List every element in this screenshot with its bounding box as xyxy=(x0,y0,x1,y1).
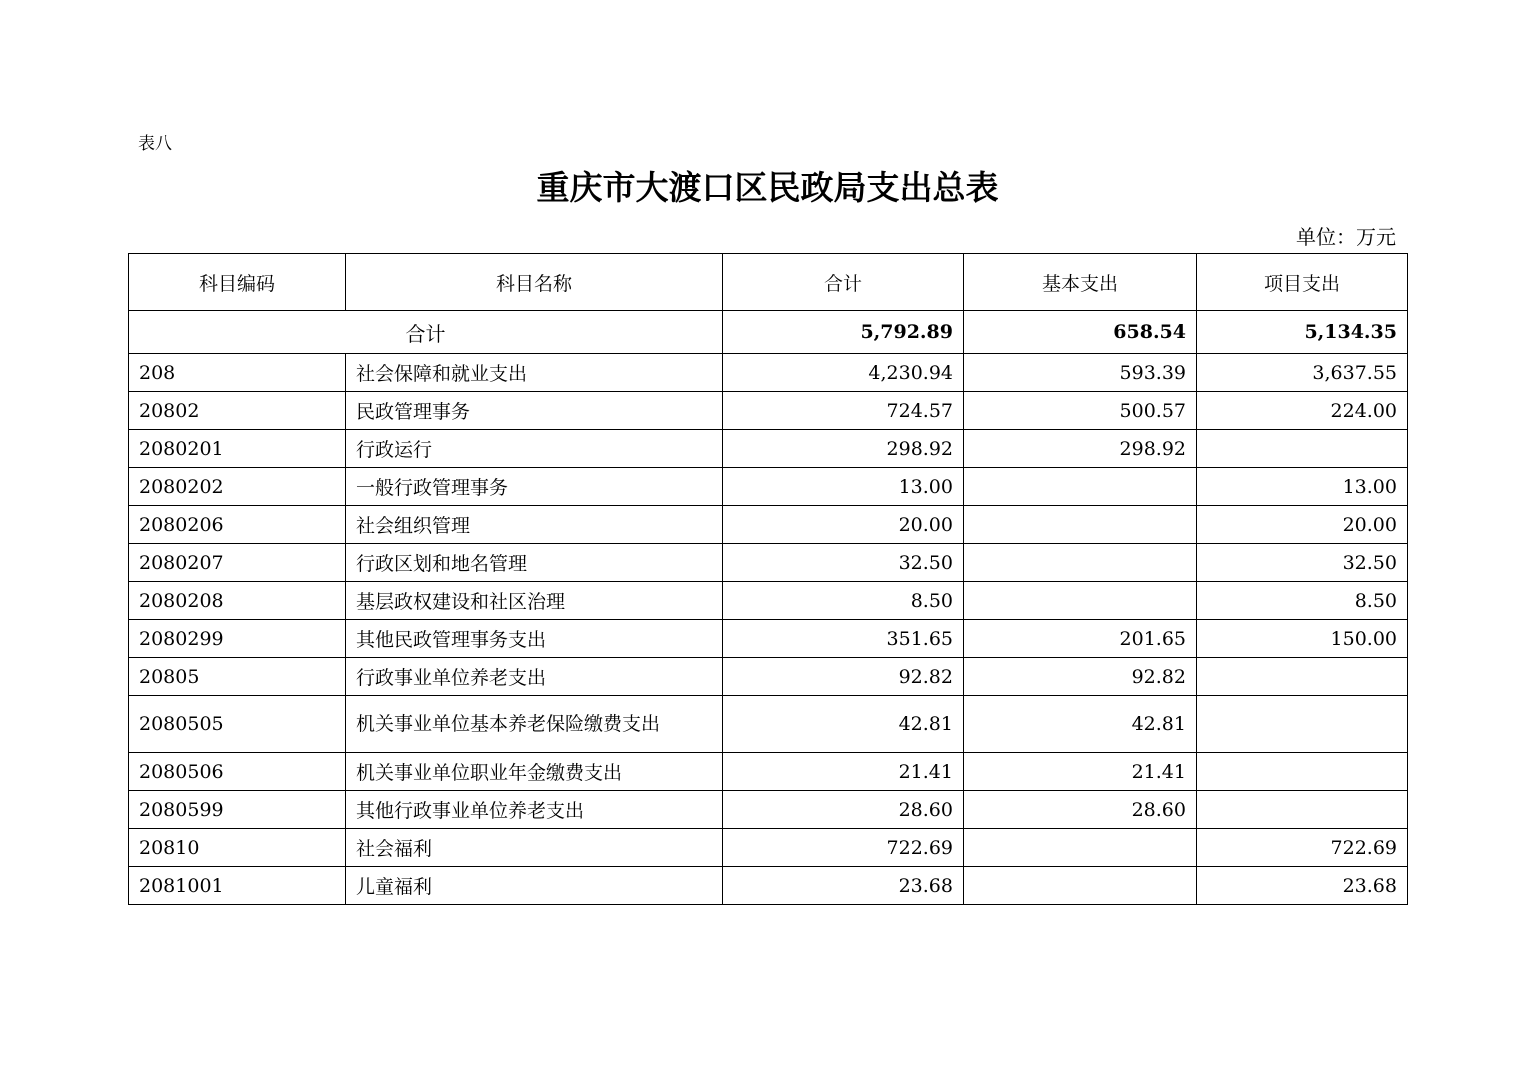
row-basic xyxy=(964,544,1197,582)
table-row xyxy=(129,829,1408,867)
row-name: 社会保障和就业支出 xyxy=(346,354,723,392)
row-project xyxy=(1197,658,1408,696)
row-project xyxy=(1197,753,1408,791)
row-total: 32.50 xyxy=(723,544,964,582)
row-code: 2080599 xyxy=(129,791,346,829)
table-row xyxy=(129,468,1408,506)
row-project: 13.00 xyxy=(1197,468,1408,506)
row-code: 2080208 xyxy=(129,582,346,620)
row-basic: 298.92 xyxy=(964,430,1197,468)
row-basic: 593.39 xyxy=(964,354,1197,392)
row-total: 351.65 xyxy=(723,620,964,658)
row-code: 20805 xyxy=(129,658,346,696)
header-name: 科目名称 xyxy=(346,254,723,311)
table-row xyxy=(129,582,1408,620)
row-name: 行政运行 xyxy=(346,430,723,468)
row-basic: 28.60 xyxy=(964,791,1197,829)
total-basic: 658.54 xyxy=(964,311,1197,354)
total-label: 合计 xyxy=(129,311,723,354)
row-project xyxy=(1197,791,1408,829)
table-header-row xyxy=(129,254,1408,311)
row-name: 机关事业单位职业年金缴费支出 xyxy=(346,753,723,791)
row-project xyxy=(1197,430,1408,468)
row-name: 机关事业单位基本养老保险缴费支出 xyxy=(346,696,723,753)
row-total: 4,230.94 xyxy=(723,354,964,392)
row-project: 23.68 xyxy=(1197,867,1408,905)
row-total: 298.92 xyxy=(723,430,964,468)
row-basic: 500.57 xyxy=(964,392,1197,430)
row-total: 23.68 xyxy=(723,867,964,905)
row-basic xyxy=(964,829,1197,867)
row-basic: 21.41 xyxy=(964,753,1197,791)
row-name: 其他民政管理事务支出 xyxy=(346,620,723,658)
row-total: 724.57 xyxy=(723,392,964,430)
row-project: 150.00 xyxy=(1197,620,1408,658)
row-basic xyxy=(964,506,1197,544)
header-total: 合计 xyxy=(723,254,964,311)
row-name: 其他行政事业单位养老支出 xyxy=(346,791,723,829)
row-name: 基层政权建设和社区治理 xyxy=(346,582,723,620)
expenditure-table xyxy=(128,253,1408,905)
table-number-label: 表八 xyxy=(138,134,172,154)
total-row xyxy=(129,311,1408,354)
table-row xyxy=(129,696,1408,753)
row-total: 722.69 xyxy=(723,829,964,867)
row-code: 208 xyxy=(129,354,346,392)
row-total: 8.50 xyxy=(723,582,964,620)
document-title: 重庆市大渡口区民政局支出总表 xyxy=(536,168,999,207)
row-total: 20.00 xyxy=(723,506,964,544)
row-code: 2080506 xyxy=(129,753,346,791)
row-code: 20810 xyxy=(129,829,346,867)
row-name: 社会组织管理 xyxy=(346,506,723,544)
row-basic: 201.65 xyxy=(964,620,1197,658)
table-row xyxy=(129,392,1408,430)
row-name: 行政事业单位养老支出 xyxy=(346,658,723,696)
row-basic: 42.81 xyxy=(964,696,1197,753)
row-name: 民政管理事务 xyxy=(346,392,723,430)
table-row xyxy=(129,544,1408,582)
row-code: 2080299 xyxy=(129,620,346,658)
row-name: 社会福利 xyxy=(346,829,723,867)
row-total: 92.82 xyxy=(723,658,964,696)
row-code: 2080505 xyxy=(129,696,346,753)
table-row xyxy=(129,354,1408,392)
row-total: 13.00 xyxy=(723,468,964,506)
row-project xyxy=(1197,696,1408,753)
row-code: 2080207 xyxy=(129,544,346,582)
row-basic: 92.82 xyxy=(964,658,1197,696)
row-basic xyxy=(964,582,1197,620)
row-name: 儿童福利 xyxy=(346,867,723,905)
table-row xyxy=(129,791,1408,829)
header-basic: 基本支出 xyxy=(964,254,1197,311)
row-code: 2081001 xyxy=(129,867,346,905)
table-row xyxy=(129,753,1408,791)
row-name: 行政区划和地名管理 xyxy=(346,544,723,582)
row-name: 一般行政管理事务 xyxy=(346,468,723,506)
row-code: 2080202 xyxy=(129,468,346,506)
header-project: 项目支出 xyxy=(1197,254,1408,311)
row-total: 28.60 xyxy=(723,791,964,829)
row-code: 2080206 xyxy=(129,506,346,544)
row-project: 722.69 xyxy=(1197,829,1408,867)
total-project: 5,134.35 xyxy=(1197,311,1408,354)
row-basic xyxy=(964,468,1197,506)
row-project: 3,637.55 xyxy=(1197,354,1408,392)
row-code: 2080201 xyxy=(129,430,346,468)
table-row xyxy=(129,620,1408,658)
table-row xyxy=(129,867,1408,905)
table-row xyxy=(129,506,1408,544)
row-total: 21.41 xyxy=(723,753,964,791)
row-basic xyxy=(964,867,1197,905)
header-code: 科目编码 xyxy=(129,254,346,311)
unit-label: 单位：万元 xyxy=(1296,225,1396,249)
row-project: 224.00 xyxy=(1197,392,1408,430)
row-project: 20.00 xyxy=(1197,506,1408,544)
table-row xyxy=(129,658,1408,696)
row-code: 20802 xyxy=(129,392,346,430)
total-sum: 5,792.89 xyxy=(723,311,964,354)
table-row xyxy=(129,430,1408,468)
row-total: 42.81 xyxy=(723,696,964,753)
row-project: 32.50 xyxy=(1197,544,1408,582)
row-project: 8.50 xyxy=(1197,582,1408,620)
